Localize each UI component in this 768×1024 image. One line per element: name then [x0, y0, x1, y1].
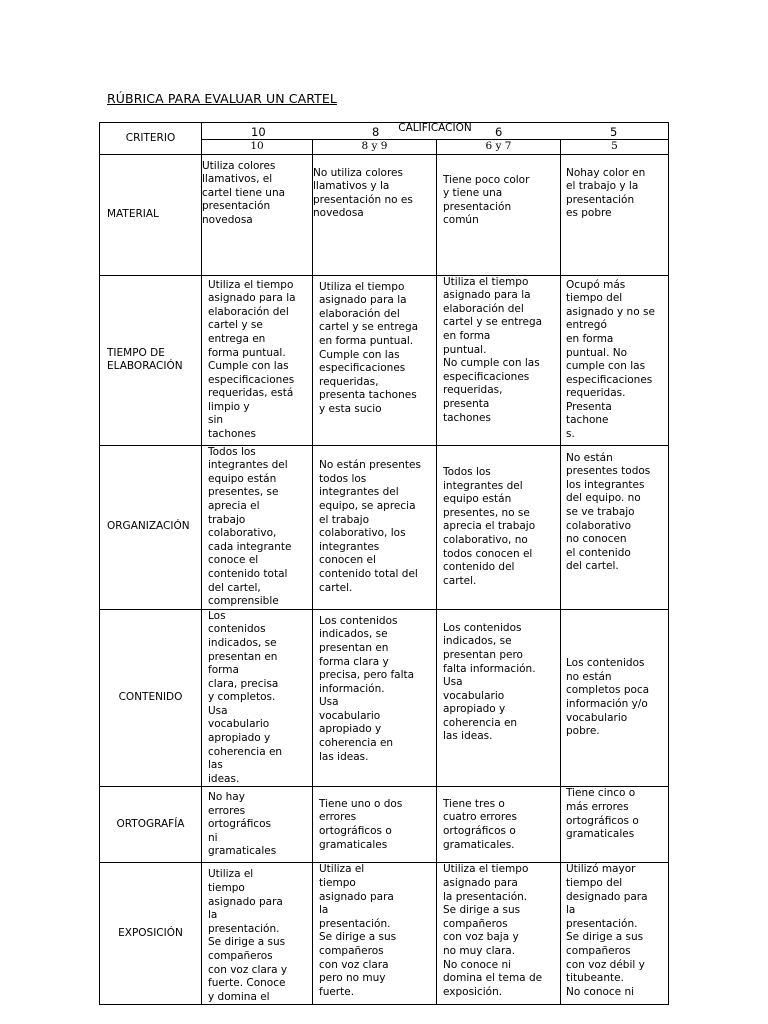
score-top-8: 8	[372, 125, 380, 139]
cell-material-10: Utiliza colores llamativos, el cartel tiene una presentación novedosa	[202, 154, 313, 275]
document-title: RÚBRICA PARA EVALUAR UN CARTEL	[107, 91, 337, 106]
table-row	[100, 787, 669, 863]
header-row	[100, 123, 669, 140]
calificacion-header	[202, 123, 669, 140]
score-range-6-7: 6 y 7	[437, 140, 561, 155]
cell-contenido-8: Los contenidos indicados, se presentan en forma clara y precisa, pero falta información. Usa vocabulario apropiado y coherencia en las ideas.	[313, 609, 437, 787]
cell-exposicion-6: Utiliza el tiempo asignado para la presentación. Se dirige a sus compañeros con voz baja y no muy clara. No conoce ni domina el tema de exposición.	[437, 863, 561, 1005]
cell-tiempo-10: Utiliza el tiempo asignado para la elaboración del cartel y se entrega en forma puntual. Cumple con las especificaciones requeridas, está limpio y sin tachones	[202, 275, 313, 445]
cell-tiempo-5: Ocupó más tiempo del asignado y no se entregó en forma puntual. No cumple con las especificaciones requeridas. Presenta tachone s.	[561, 275, 669, 445]
cell-exposicion-5: Utilizó mayor tiempo del designado para la presentación. Se dirige a sus compañeros con voz débil y titubeante. No conoce ni	[561, 863, 669, 1005]
cell-ortografia-6: Tiene tres o cuatro errores ortográficos o gramaticales.	[437, 787, 561, 863]
criterio-ortografia: ORTOGRAFÍA	[100, 787, 202, 863]
cell-ortografia-8: Tiene uno o dos errores ortográficos o gramaticales	[313, 787, 437, 863]
cell-tiempo-8: Utiliza el tiempo asignado para la elaboración del cartel y se entrega en forma puntual. Cumple con las especificaciones requeridas, presenta tachones y esta sucio	[313, 275, 437, 445]
score-range-8-9: 8 y 9	[313, 140, 437, 155]
score-top-10: 10	[251, 125, 266, 139]
criterio-organizacion: ORGANIZACIÓN	[100, 445, 202, 609]
cell-material-8: No utiliza colores llamativos y la presentación no es novedosa	[313, 154, 437, 275]
score-top-5: 5	[610, 125, 618, 139]
table-row	[100, 609, 669, 787]
criterio-exposicion: EXPOSICIÓN	[100, 863, 202, 1005]
table-row	[100, 275, 669, 445]
criterio-material: MATERIAL	[100, 154, 202, 275]
cell-tiempo-6: Utiliza el tiempo asignado para la elaboración del cartel y se entrega en forma puntual. No cumple con las especificaciones requeridas, presenta tachones	[437, 275, 561, 445]
criterio-header: CRITERIO	[100, 123, 202, 155]
cell-organizacion-6: Todos los integrantes del equipo están presentes, no se aprecia el trabajo colaborativo, no todos conocen el contenido del cartel.	[437, 445, 561, 609]
score-top-6: 6	[495, 125, 503, 139]
cell-organizacion-10: Todos los integrantes del equipo están presentes, se aprecia el trabajo colaborativo, cada integrante conoce el contenido total del cartel, comprensible	[202, 445, 313, 609]
cell-organizacion-8: No están presentes todos los integrantes del equipo, se aprecia el trabajo colaborativo, los integrantes conocen el contenido total del cartel.	[313, 445, 437, 609]
cell-material-5: Nohay color en el trabajo y la presentación es pobre	[561, 154, 669, 275]
criterio-contenido: CONTENIDO	[100, 609, 202, 787]
cell-organizacion-5: No están presentes todos los integrantes del equipo. no se ve trabajo colaborativo no conocen el contenido del cartel.	[561, 445, 669, 609]
score-range-10: 10	[202, 140, 313, 155]
cell-contenido-5: Los contenidos no están completos poca información y/o vocabulario pobre.	[561, 609, 669, 787]
cell-ortografia-5: Tiene cinco o más errores ortográficos o gramaticales	[561, 787, 669, 863]
criterio-tiempo: TIEMPO DE ELABORACIÓN	[100, 275, 202, 445]
cell-contenido-6: Los contenidos indicados, se presentan pero falta información. Usa vocabulario apropiado y coherencia en las ideas.	[437, 609, 561, 787]
table-row	[100, 445, 669, 609]
cell-contenido-10: Los contenidos indicados, se presentan en forma clara, precisa y completos. Usa vocabulario apropiado y coherencia en las ideas.	[202, 609, 313, 787]
cell-ortografia-10: No hay errores ortográficos ni gramaticales	[202, 787, 313, 863]
cell-exposicion-10: Utiliza el tiempo asignado para la presentación. Se dirige a sus compañeros con voz clara y fuerte. Conoce y domina el	[202, 863, 313, 1005]
score-range-5: 5	[561, 140, 669, 155]
calificacion-label: CALIFICACION	[398, 122, 472, 134]
cell-exposicion-8: Utiliza el tiempo asignado para la presentación. Se dirige a sus compañeros con voz clara pero no muy fuerte.	[313, 863, 437, 1005]
cell-material-6: Tiene poco color y tiene una presentación común	[437, 154, 561, 275]
table-row	[100, 154, 669, 275]
table-row	[100, 863, 669, 1005]
rubric-table	[99, 122, 669, 1005]
